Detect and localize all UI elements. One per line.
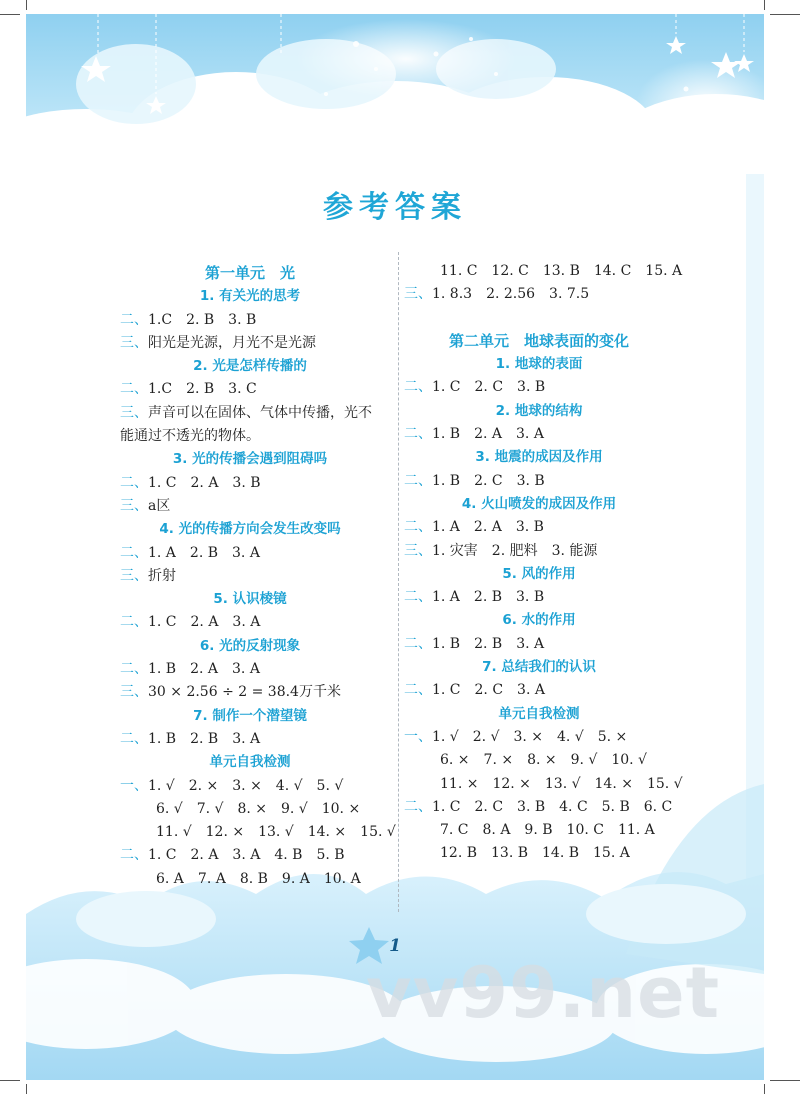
answer-continuation — [404, 260, 683, 283]
answer-text: 阳光是光源，月光不是光源 — [148, 334, 316, 351]
section-heading: 7. 制作一个潜望镜 — [193, 707, 307, 724]
answer-line — [120, 378, 380, 401]
answer-text: 1. C 2. A 3. A 4. B 5. B — [148, 847, 345, 864]
question-part-label: 二、 — [120, 544, 148, 561]
crop-mark — [764, 1084, 765, 1094]
answer-page — [26, 14, 764, 1080]
crop-mark — [770, 14, 800, 15]
column-divider — [398, 252, 399, 912]
answer-text: 1. √ 2. √ 3. × 4. √ 5. × — [432, 728, 628, 745]
answer-line — [404, 376, 674, 399]
page-number: 1 — [389, 936, 401, 956]
answer-text: 1. 8.3 2. 2.56 3. 7.5 — [432, 286, 590, 303]
answer-text: 6. A 7. A 8. B 9. A 10. A — [156, 870, 361, 887]
section-heading: 1. 地球的表面 — [495, 356, 583, 373]
crop-mark — [26, 1084, 27, 1094]
crop-mark — [770, 1080, 800, 1081]
answer-line — [120, 775, 380, 798]
section-heading: 4. 光的传播方向会发生改变吗 — [159, 521, 341, 538]
answer-line — [120, 495, 380, 518]
answer-text: 11. C 12. C 13. B 14. C 15. A — [440, 263, 683, 279]
answer-line — [120, 402, 380, 449]
left-column — [120, 262, 396, 891]
question-part-label: 一、 — [404, 728, 432, 745]
answer-line — [404, 679, 674, 702]
answer-text: 1. A 2. B 3. B — [432, 589, 545, 606]
section-heading: 单元自我检测 — [498, 705, 580, 722]
answer-text: 1. A 2. A 3. B — [432, 519, 544, 536]
crop-mark — [764, 0, 765, 10]
answer-text: 1.C 2. B 3. B — [148, 311, 257, 328]
answer-line — [120, 309, 380, 332]
answer-line — [404, 283, 674, 306]
answer-text: 声音可以在固体、气体中传播，光不能通过不透光的物体。 — [120, 404, 372, 445]
question-part-label: 二、 — [404, 635, 432, 652]
answer-text: 1. B 2. A 3. A — [432, 426, 544, 443]
answer-line — [120, 844, 380, 867]
answer-text: 11. √ 12. × 13. √ 14. × 15. √ — [156, 824, 396, 841]
answer-line — [120, 472, 380, 495]
question-part-label: 二、 — [120, 614, 148, 631]
question-part-label: 二、 — [404, 682, 432, 699]
section-heading: 3. 地震的成因及作用 — [475, 449, 603, 466]
unit-heading: 第二单元 地球表面的变化 — [448, 331, 629, 350]
answer-text: 1. C 2. C 3. A — [432, 682, 545, 699]
section-heading: 4. 火山喷发的成因及作用 — [461, 495, 617, 512]
answer-text: a区 — [148, 497, 171, 514]
question-part-label: 三、 — [404, 542, 432, 559]
answer-line — [404, 516, 674, 539]
answer-text: 1. C 2. C 3. B — [432, 379, 546, 396]
answer-continuation — [404, 773, 683, 796]
answer-line — [404, 633, 674, 656]
question-part-label: 三、 — [120, 684, 148, 701]
section-heading: 7. 总结我们的认识 — [482, 659, 596, 676]
answer-text: 6. √ 7. √ 8. × 9. √ 10. × — [156, 800, 361, 817]
answer-line — [404, 796, 674, 819]
answer-line — [404, 726, 674, 749]
answer-line — [404, 470, 674, 493]
answer-continuation — [120, 798, 380, 821]
answer-line — [120, 658, 380, 681]
answer-text: 1. A 2. B 3. A — [148, 544, 260, 561]
answer-continuation — [120, 868, 380, 891]
answer-text: 1. C 2. A 3. B — [148, 474, 261, 491]
question-part-label: 三、 — [120, 567, 148, 584]
question-part-label: 二、 — [120, 311, 148, 328]
question-part-label: 二、 — [404, 472, 432, 489]
section-heading: 5. 认识棱镜 — [213, 591, 287, 608]
answer-text: 1.C 2. B 3. C — [148, 381, 257, 398]
watermark: vv99.net — [366, 952, 721, 1034]
answer-text: 1. C 2. C 3. B 4. C 5. B 6. C — [432, 798, 673, 815]
answer-line — [404, 540, 674, 563]
question-part-label: 二、 — [404, 798, 432, 815]
answer-text: 折射 — [148, 567, 176, 584]
question-part-label: 三、 — [120, 404, 148, 421]
answer-text: 1. 灾害 2. 肥料 3. 能源 — [432, 542, 598, 559]
crop-mark — [26, 0, 27, 10]
answer-text: 1. C 2. A 3. A — [148, 614, 261, 631]
answer-line — [120, 332, 380, 355]
section-heading: 6. 水的作用 — [502, 612, 576, 629]
answer-text: 30 × 2.56 ÷ 2 = 38.4万千米 — [148, 684, 341, 701]
answer-text: 1. B 2. B 3. A — [148, 730, 261, 747]
question-part-label: 二、 — [404, 379, 432, 396]
answer-line — [404, 586, 674, 609]
spacer — [404, 307, 674, 330]
page-title: 参考答案 — [323, 190, 467, 225]
answer-continuation — [404, 819, 674, 842]
question-part-label: 二、 — [404, 519, 432, 536]
section-heading: 单元自我检测 — [209, 754, 291, 771]
section-heading: 2. 光是怎样传播的 — [193, 358, 307, 375]
crop-mark — [0, 1080, 20, 1081]
question-part-label: 二、 — [404, 589, 432, 606]
section-heading: 2. 地球的结构 — [495, 402, 583, 419]
answer-text: 12. B 13. B 14. B 15. A — [440, 845, 630, 862]
question-part-label: 二、 — [120, 847, 148, 864]
question-part-label: 二、 — [404, 426, 432, 443]
answer-continuation — [120, 821, 396, 844]
answer-line — [120, 611, 380, 634]
right-column — [404, 260, 683, 866]
answer-continuation — [404, 842, 674, 865]
question-part-label: 三、 — [120, 334, 148, 351]
section-heading: 6. 光的反射现象 — [199, 637, 301, 654]
unit-heading: 第一单元 光 — [204, 264, 295, 282]
answer-text: 1. √ 2. × 3. × 4. √ 5. √ — [148, 777, 344, 794]
question-part-label: 三、 — [404, 286, 432, 303]
question-part-label: 二、 — [120, 661, 148, 678]
answer-text: 6. × 7. × 8. × 9. √ 10. √ — [440, 752, 647, 769]
answer-text: 7. C 8. A 9. B 10. C 11. A — [440, 822, 655, 839]
answer-line — [404, 423, 674, 446]
question-part-label: 二、 — [120, 730, 148, 747]
answer-continuation — [404, 749, 674, 772]
question-part-label: 一、 — [120, 777, 148, 794]
answer-line — [120, 681, 380, 704]
answer-text: 1. B 2. C 3. B — [432, 472, 545, 489]
question-part-label: 二、 — [120, 381, 148, 398]
answer-text: 1. B 2. B 3. A — [432, 635, 545, 652]
answer-text: 1. B 2. A 3. A — [148, 661, 260, 678]
question-part-label: 二、 — [120, 474, 148, 491]
answer-text: 11. × 12. × 13. √ 14. × 15. √ — [440, 775, 683, 792]
section-heading: 1. 有关光的思考 — [199, 288, 301, 305]
question-part-label: 三、 — [120, 497, 148, 514]
crop-mark — [0, 14, 20, 15]
answer-line — [120, 565, 380, 588]
section-heading: 3. 光的传播会遇到阻碍吗 — [172, 451, 328, 468]
answer-line — [120, 542, 380, 565]
answer-line — [120, 728, 380, 751]
section-heading: 5. 风的作用 — [502, 565, 576, 582]
